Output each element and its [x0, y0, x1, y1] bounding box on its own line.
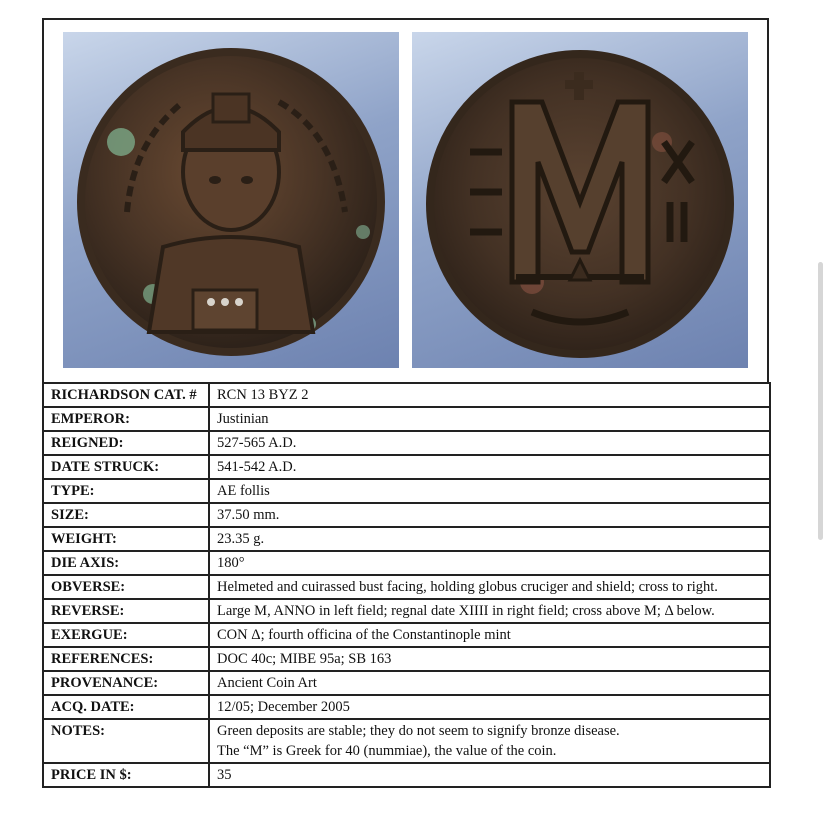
table-row: [43, 695, 770, 719]
row-value-price: 35: [209, 763, 770, 787]
catalog-sheet: [42, 18, 769, 788]
row-label-date-struck: DATE STRUCK:: [43, 455, 209, 479]
row-label-reigned: REIGNED:: [43, 431, 209, 455]
row-value-obverse: Helmeted and cuirassed bust facing, holding globus cruciger and shield; cross to right.: [209, 575, 770, 599]
table-row: [43, 551, 770, 575]
row-label-obverse: OBVERSE:: [43, 575, 209, 599]
table-row: [43, 763, 770, 787]
row-value-die-axis: 180°: [209, 551, 770, 575]
row-value-acq-date: 12/05; December 2005: [209, 695, 770, 719]
row-value-exergue: CON Δ; fourth officina of the Constantinople mint: [209, 623, 770, 647]
row-value-references: DOC 40c; MIBE 95a; SB 163: [209, 647, 770, 671]
table-row: [43, 383, 770, 407]
row-label-weight: WEIGHT:: [43, 527, 209, 551]
table-row: [43, 503, 770, 527]
row-value-reverse: Large M, ANNO in left field; regnal date XIIII in right field; cross above M; Δ below.: [209, 599, 770, 623]
row-label-provenance: PROVENANCE:: [43, 671, 209, 695]
row-value-provenance: Ancient Coin Art: [209, 671, 770, 695]
row-label-price: PRICE IN $:: [43, 763, 209, 787]
notes-line-2: The “M” is Greek for 40 (nummiae), the value of the coin.: [217, 743, 557, 759]
row-label-size: SIZE:: [43, 503, 209, 527]
row-value-catalog-number: RCN 13 BYZ 2: [209, 383, 770, 407]
table-row: [43, 623, 770, 647]
row-value-type: AE follis: [209, 479, 770, 503]
row-label-reverse: REVERSE:: [43, 599, 209, 623]
table-row: [43, 647, 770, 671]
vertical-scrollbar[interactable]: [818, 262, 823, 540]
row-value-notes: [209, 719, 770, 763]
table-row: [43, 455, 770, 479]
reverse-coin-image: [412, 32, 748, 368]
row-value-reigned: 527-565 A.D.: [209, 431, 770, 455]
row-label-acq-date: ACQ. DATE:: [43, 695, 209, 719]
table-row: [43, 407, 770, 431]
row-label-type: TYPE:: [43, 479, 209, 503]
notes-line-1: Green deposits are stable; they do not seem to signify bronze disease.: [217, 723, 620, 739]
row-label-die-axis: DIE AXIS:: [43, 551, 209, 575]
table-row: [43, 671, 770, 695]
row-value-weight: 23.35 g.: [209, 527, 770, 551]
row-label-catalog-number: RICHARDSON CAT. #: [43, 383, 209, 407]
catalog-table: [42, 382, 771, 788]
table-row: [43, 527, 770, 551]
row-label-notes: NOTES:: [43, 719, 209, 763]
obverse-photo: [63, 32, 399, 368]
obverse-coin-image: [63, 32, 399, 368]
table-row: [43, 479, 770, 503]
table-row: [43, 431, 770, 455]
coin-photo-panel: [42, 18, 769, 382]
row-label-emperor: EMPEROR:: [43, 407, 209, 431]
row-value-size: 37.50 mm.: [209, 503, 770, 527]
table-row: [43, 599, 770, 623]
row-value-emperor: Justinian: [209, 407, 770, 431]
table-row: [43, 719, 770, 763]
row-value-date-struck: 541-542 A.D.: [209, 455, 770, 479]
table-row: [43, 575, 770, 599]
row-label-exergue: EXERGUE:: [43, 623, 209, 647]
row-label-references: REFERENCES:: [43, 647, 209, 671]
reverse-photo: [412, 32, 748, 368]
